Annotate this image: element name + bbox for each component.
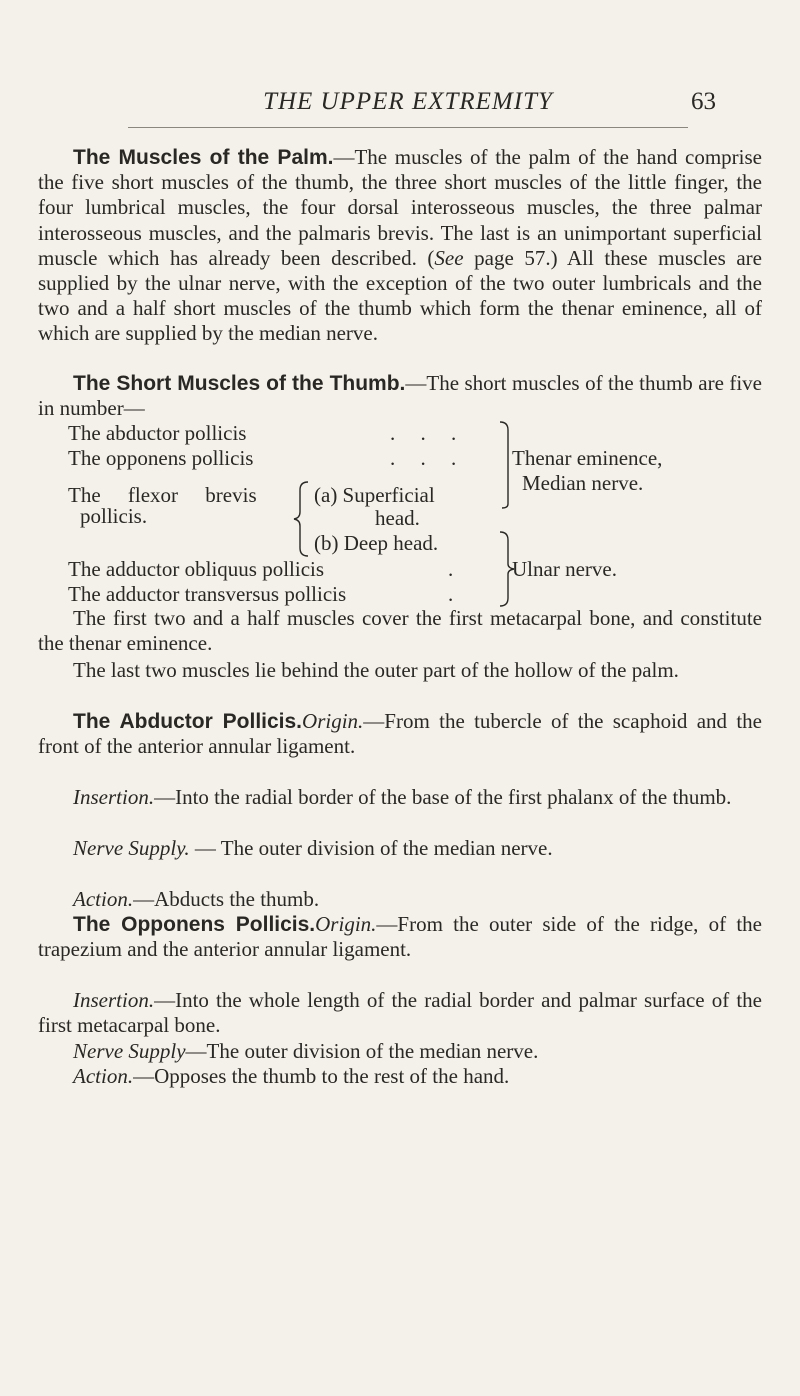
list-obliquus: The adductor obliquus pollicis <box>68 557 325 581</box>
list-dot: . <box>448 557 454 581</box>
thenar-brace <box>496 420 516 510</box>
opponens-heading: The Opponens Pollicis. <box>73 913 316 936</box>
list-dots: . . . <box>390 421 467 445</box>
thenar-paragraph: The first two and a half muscles cover the first metacarpal bone, and constitute the thenar eminence. <box>38 606 762 656</box>
origin-label: Origin. <box>302 709 364 733</box>
see-reference: See <box>434 245 464 270</box>
page-number: 63 <box>691 88 716 115</box>
nerve-label: Nerve Supply <box>73 1039 186 1063</box>
list-flexor: The flexor brevis <box>68 483 257 507</box>
opponens-action <box>38 1064 762 1089</box>
insertion-text: —Into the whole length of the radial border and palmar surface of the first metacarpal bone. <box>38 988 762 1038</box>
list-sub-a: (a) Superficial <box>314 483 435 507</box>
thumb-muscles-text: —The short muscles of the thumb are five in number— <box>38 371 762 421</box>
ulnar-brace <box>496 528 516 610</box>
action-text: —Abducts the thumb. <box>133 887 320 911</box>
action-text: —Opposes the thumb to the rest of the hand. <box>133 1064 510 1088</box>
action-label: Action. <box>73 887 134 911</box>
ulnar-label: Ulnar nerve. <box>512 557 617 581</box>
palm-muscles-paragraph <box>38 145 762 347</box>
action-label: Action. <box>73 1064 134 1088</box>
origin-label: Origin. <box>315 912 377 936</box>
opponens-nerve <box>38 1039 762 1064</box>
opponens-insertion <box>38 988 762 1038</box>
list-sub-a-head: head. <box>375 506 420 530</box>
insertion-label: Insertion. <box>73 988 155 1012</box>
list-dots: . . . <box>390 446 467 470</box>
thumb-muscles-paragraph <box>38 371 762 421</box>
median-label: Median nerve. <box>522 471 644 495</box>
list-abductor: The abductor pollicis <box>68 421 247 445</box>
abductor-nerve <box>38 836 762 861</box>
insertion-label: Insertion. <box>73 785 155 809</box>
list-opponens: The opponens pollicis <box>68 446 254 470</box>
palm-hollow-paragraph: The last two muscles lie behind the outer part of the hollow of the palm. <box>73 658 679 682</box>
palm-muscles-text: —The muscles of the palm of the hand comprise the five short muscles of the thumb, the three short muscles of the little finger, the four lumbrical muscles, the four dorsal interosseous muscles, the three palmar interosseous muscles, and the palmaris brevis. The last is an unimportant superficial muscle which has already been described. ( <box>38 145 762 270</box>
nerve-text: —The outer division of the median nerve. <box>185 1039 539 1063</box>
origin-text: —From the tubercle of the scaphoid and the front of the anterior annular ligament. <box>38 709 762 759</box>
insertion-text: —Into the radial border of the base of the first phalanx of the thumb. <box>154 785 732 809</box>
abductor-insertion <box>38 785 762 810</box>
header-rule <box>128 127 688 128</box>
nerve-label: Nerve Supply. <box>73 836 190 860</box>
list-transversus: The adductor transversus pollicis <box>68 582 347 606</box>
palm-muscles-text-2: page 57.) All these muscles are supplied by the ulnar nerve, with the exception of the two outer lumbricals and the two and a half short muscles of the thumb which form the thenar eminence, all of which are supplied by the median nerve. <box>38 245 762 346</box>
list-sub-b: (b) Deep head. <box>314 531 439 555</box>
running-title: THE UPPER EXTREMITY <box>263 88 553 115</box>
nerve-text: — The outer division of the median nerve. <box>189 836 553 860</box>
abductor-origin <box>38 709 762 759</box>
list-dot: . <box>448 582 454 606</box>
list-flexor-pollicis: pollicis. <box>80 504 148 528</box>
thumb-muscles-heading: The Short Muscles of the Thumb. <box>73 372 406 395</box>
opponens-origin <box>38 912 762 962</box>
origin-text: —From the outer side of the ridge, of the trapezium and the anterior annular ligament. <box>38 912 762 962</box>
abductor-heading: The Abductor Pollicis. <box>73 710 303 733</box>
palm-muscles-heading: The Muscles of the Palm. <box>73 146 334 169</box>
abductor-action <box>38 887 762 912</box>
thenar-label: Thenar eminence, <box>512 446 663 470</box>
flexor-brace <box>292 480 312 558</box>
